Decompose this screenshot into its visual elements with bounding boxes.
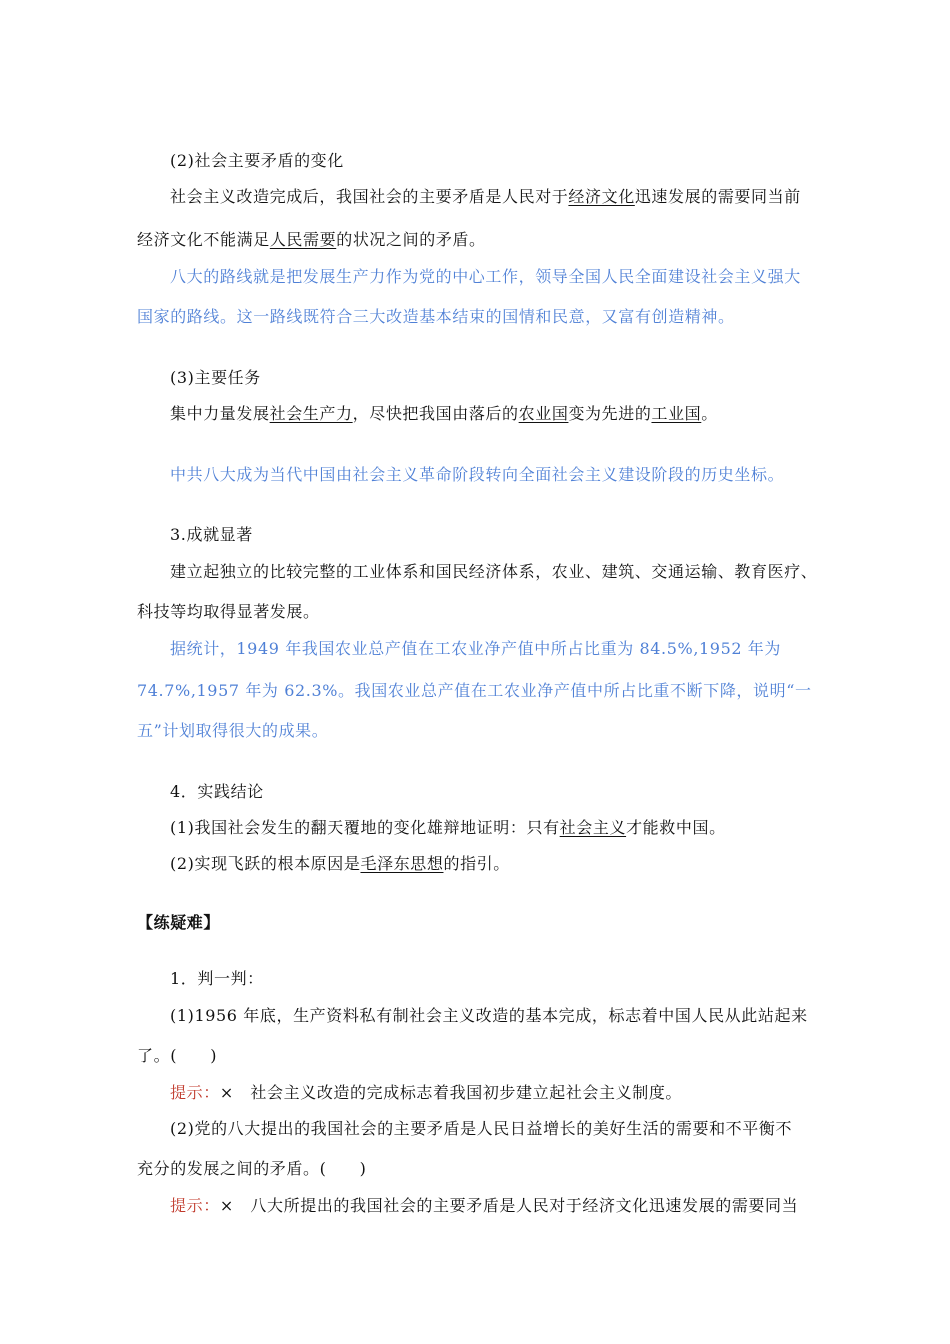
answer-hint: 提示：× 社会主义改造的完成标志着我国初步建立起社会主义制度。 xyxy=(170,1083,683,1102)
exercise-heading: 1．判一判： xyxy=(170,969,264,988)
underlined-term: 人民需要 xyxy=(269,230,337,249)
note-line: 八大的路线就是把发展生产力作为党的中心工作，领导全国人民全面建设社会主义强大 xyxy=(170,267,801,286)
note-line: 据统计，1949 年我国农业总产值在工农业净产值中所占比重为 84.5%,1952 年为 xyxy=(170,639,782,658)
answer-hint: 提示：× 八大所提出的我国社会的主要矛盾是人民对于经济文化迅速发展的需要同当 xyxy=(170,1196,799,1215)
section-heading-task: (3)主要任务 xyxy=(170,368,261,387)
paragraph-line: 建立起独立的比较完整的工业体系和国民经济体系，农业、建筑、交通运输、教育医疗、 xyxy=(170,562,818,581)
paragraph-contradiction-line1: 社会主义改造完成后，我国社会的主要矛盾是人民对于经济文化迅速发展的需要同当前 xyxy=(170,187,801,206)
paragraph-line: (1)我国社会发生的翻天覆地的变化雄辩地证明：只有社会主义才能救中国。 xyxy=(170,818,726,837)
underlined-term: 农业国 xyxy=(518,404,569,423)
question-line: 充分的发展之间的矛盾。( ) xyxy=(137,1159,367,1178)
note-line: 中共八大成为当代中国由社会主义革命阶段转向全面社会主义建设阶段的历史坐标。 xyxy=(170,465,785,484)
section-heading-contradiction: (2)社会主要矛盾的变化 xyxy=(170,151,344,170)
question-line: (2)党的八大提出的我国社会的主要矛盾是人民日益增长的美好生活的需要和不平衡不 xyxy=(170,1119,793,1138)
underlined-term: 经济文化 xyxy=(568,187,635,206)
hint-label: 提示： xyxy=(170,1083,220,1102)
section-heading-achievement: 3.成就显著 xyxy=(170,525,253,544)
paragraph-line: 科技等均取得显著发展。 xyxy=(137,602,320,621)
paragraph-task: 集中力量发展社会生产力，尽快把我国由落后的农业国变为先进的工业国。 xyxy=(170,404,718,423)
exercise-section-title: 【练疑难】 xyxy=(137,913,221,932)
note-line: 五”计划取得很大的成果。 xyxy=(137,721,329,740)
section-heading-conclusion: 4．实践结论 xyxy=(170,782,264,801)
underlined-term: 社会生产力 xyxy=(269,404,353,423)
hint-label: 提示： xyxy=(170,1196,220,1215)
underlined-term: 毛泽东思想 xyxy=(360,854,444,873)
note-line: 国家的路线。这一路线既符合三大改造基本结束的国情和民意，又富有创造精神。 xyxy=(137,307,735,326)
paragraph-contradiction-line2: 经济文化不能满足人民需要的状况之间的矛盾。 xyxy=(137,230,486,249)
underlined-term: 社会主义 xyxy=(559,818,627,837)
paragraph-line: (2)实现飞跃的根本原因是毛泽东思想的指引。 xyxy=(170,854,510,873)
question-line: (1)1956 年底，生产资料私有制社会主义改造的基本完成，标志着中国人民从此站起来 xyxy=(170,1006,808,1025)
question-line: 了。( ) xyxy=(137,1046,218,1065)
underlined-term: 工业国 xyxy=(651,404,702,423)
note-line: 74.7%,1957 年为 62.3%。我国农业总产值在工农业净产值中所占比重不断下降，说明“一 xyxy=(137,681,812,700)
